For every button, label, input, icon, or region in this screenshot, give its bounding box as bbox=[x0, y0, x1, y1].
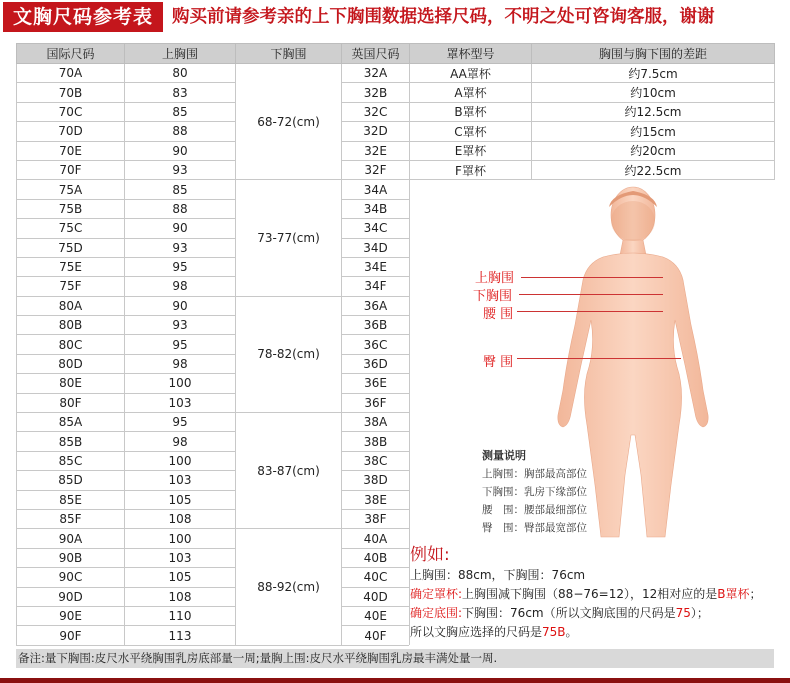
cell-upper-bust: 98 bbox=[125, 432, 236, 451]
table-header-row bbox=[17, 44, 775, 64]
cell-cup-diff: 约12.5cm bbox=[532, 102, 775, 121]
example-line-4-text: 所以文胸应选择的尺码是 bbox=[410, 625, 543, 639]
example-line-1: 上胸围：88cm，下胸围：76cm bbox=[410, 568, 586, 582]
cell-under-bust: 68-72(cm) bbox=[236, 64, 342, 180]
example-line-3 bbox=[410, 604, 762, 623]
cell-intl-size: 85A bbox=[17, 413, 125, 432]
cell-upper-bust: 80 bbox=[125, 64, 236, 83]
cell-intl-size: 85C bbox=[17, 451, 125, 470]
measure-notes bbox=[482, 447, 587, 537]
cell-uk-size: 40D bbox=[342, 587, 410, 606]
cell-intl-size: 75C bbox=[17, 219, 125, 238]
cell-uk-size: 38D bbox=[342, 471, 410, 490]
example-line-2 bbox=[410, 585, 762, 604]
cell-cup-type: C罩杯 bbox=[410, 122, 532, 141]
cell-intl-size: 75A bbox=[17, 180, 125, 199]
cell-uk-size: 36D bbox=[342, 354, 410, 373]
example-section bbox=[410, 544, 762, 642]
cell-intl-size: 75B bbox=[17, 199, 125, 218]
cell-upper-bust: 105 bbox=[125, 490, 236, 509]
cell-uk-size: 32B bbox=[342, 83, 410, 102]
cell-upper-bust: 93 bbox=[125, 160, 236, 179]
header-badge: 文胸尺码参考表 bbox=[3, 2, 163, 32]
cell-upper-bust: 108 bbox=[125, 509, 236, 528]
example-line-2-text: 上胸围减下胸围（88−76=12），12相对应的是 bbox=[462, 587, 718, 601]
body-silhouette bbox=[403, 185, 773, 545]
cell-intl-size: 70E bbox=[17, 141, 125, 160]
table-row bbox=[17, 160, 775, 179]
cell-intl-size: 80D bbox=[17, 354, 125, 373]
cell-upper-bust: 95 bbox=[125, 413, 236, 432]
cell-intl-size: 90D bbox=[17, 587, 125, 606]
label-under-bust: 下胸围 bbox=[473, 289, 513, 304]
cell-upper-bust: 93 bbox=[125, 316, 236, 335]
cell-intl-size: 85F bbox=[17, 509, 125, 528]
cell-upper-bust: 103 bbox=[125, 471, 236, 490]
cell-upper-bust: 85 bbox=[125, 102, 236, 121]
cell-uk-size: 38E bbox=[342, 490, 410, 509]
cell-upper-bust: 90 bbox=[125, 141, 236, 160]
cell-upper-bust: 108 bbox=[125, 587, 236, 606]
cell-intl-size: 80A bbox=[17, 296, 125, 315]
cell-cup-type: AA罩杯 bbox=[410, 64, 532, 83]
cell-cup-type: B罩杯 bbox=[410, 102, 532, 121]
label-hip: 臀 围 bbox=[483, 355, 514, 370]
cell-upper-bust: 100 bbox=[125, 374, 236, 393]
table-row bbox=[17, 122, 775, 141]
cell-upper-bust: 95 bbox=[125, 257, 236, 276]
cell-intl-size: 80F bbox=[17, 393, 125, 412]
cell-upper-bust: 100 bbox=[125, 451, 236, 470]
cell-uk-size: 36F bbox=[342, 393, 410, 412]
guide-waist bbox=[517, 311, 663, 312]
cell-cup-diff: 约20cm bbox=[532, 141, 775, 160]
cell-uk-size: 32D bbox=[342, 122, 410, 141]
cell-uk-size: 36B bbox=[342, 316, 410, 335]
cell-intl-size: 70D bbox=[17, 122, 125, 141]
cell-uk-size: 34D bbox=[342, 238, 410, 257]
table-row bbox=[17, 102, 775, 121]
cell-intl-size: 90A bbox=[17, 529, 125, 548]
cell-intl-size: 85E bbox=[17, 490, 125, 509]
col-header-diff: 胸围与胸下围的差距 bbox=[532, 44, 775, 64]
cell-intl-size: 85D bbox=[17, 471, 125, 490]
cell-uk-size: 32A bbox=[342, 64, 410, 83]
cell-uk-size: 38F bbox=[342, 509, 410, 528]
cell-upper-bust: 98 bbox=[125, 277, 236, 296]
col-header-uk: 英国尺码 bbox=[342, 44, 410, 64]
cell-intl-size: 85B bbox=[17, 432, 125, 451]
cell-uk-size: 36C bbox=[342, 335, 410, 354]
cell-upper-bust: 103 bbox=[125, 548, 236, 567]
example-line-2-end: ； bbox=[749, 587, 762, 601]
cell-under-bust: 83-87(cm) bbox=[236, 413, 342, 529]
example-line-3-text: 下胸围：76cm（所以文胸底围的尺码是 bbox=[462, 606, 676, 620]
cell-upper-bust: 83 bbox=[125, 83, 236, 102]
bottom-border bbox=[0, 678, 790, 683]
example-line-3-label: 确定底围: bbox=[410, 606, 463, 620]
cell-intl-size: 90E bbox=[17, 606, 125, 625]
guide-upper-bust bbox=[521, 277, 663, 278]
cell-uk-size: 38A bbox=[342, 413, 410, 432]
cell-intl-size: 80C bbox=[17, 335, 125, 354]
cell-uk-size: 40F bbox=[342, 626, 410, 645]
cell-intl-size: 90F bbox=[17, 626, 125, 645]
cell-uk-size: 34B bbox=[342, 199, 410, 218]
example-line-4 bbox=[410, 623, 762, 642]
cell-under-bust: 78-82(cm) bbox=[236, 296, 342, 412]
cell-intl-size: 90B bbox=[17, 548, 125, 567]
cell-upper-bust: 95 bbox=[125, 335, 236, 354]
footer-note: 备注:量下胸围:皮尺水平绕胸围乳房底部量一周;量胸上围:皮尺水平绕胸围乳房最丰满处量一周. bbox=[16, 649, 774, 668]
cell-upper-bust: 88 bbox=[125, 199, 236, 218]
cell-cup-type: A罩杯 bbox=[410, 83, 532, 102]
cell-uk-size: 40A bbox=[342, 529, 410, 548]
cell-uk-size: 40E bbox=[342, 606, 410, 625]
cell-cup-diff: 约15cm bbox=[532, 122, 775, 141]
cell-uk-size: 34C bbox=[342, 219, 410, 238]
col-header-under: 下胸围 bbox=[236, 44, 342, 64]
table-row bbox=[17, 141, 775, 160]
cell-uk-size: 40B bbox=[342, 548, 410, 567]
cell-upper-bust: 85 bbox=[125, 180, 236, 199]
cell-uk-size: 36A bbox=[342, 296, 410, 315]
cell-upper-bust: 88 bbox=[125, 122, 236, 141]
note-line: 腰 围：腰部最细部位 bbox=[482, 504, 587, 516]
cell-upper-bust: 90 bbox=[125, 296, 236, 315]
cell-intl-size: 70A bbox=[17, 64, 125, 83]
cell-intl-size: 70F bbox=[17, 160, 125, 179]
cell-upper-bust: 90 bbox=[125, 219, 236, 238]
body-figure bbox=[403, 185, 773, 545]
cell-upper-bust: 98 bbox=[125, 354, 236, 373]
cell-uk-size: 32C bbox=[342, 102, 410, 121]
cell-cup-diff: 约10cm bbox=[532, 83, 775, 102]
cell-uk-size: 36E bbox=[342, 374, 410, 393]
cell-upper-bust: 110 bbox=[125, 606, 236, 625]
notes-title: 测量说明 bbox=[482, 449, 526, 462]
cell-uk-size: 38B bbox=[342, 432, 410, 451]
cell-under-bust: 73-77(cm) bbox=[236, 180, 342, 296]
cell-intl-size: 75E bbox=[17, 257, 125, 276]
cell-under-bust: 88-92(cm) bbox=[236, 529, 342, 645]
example-title: 例如: bbox=[410, 545, 450, 565]
cell-upper-bust: 113 bbox=[125, 626, 236, 645]
cell-cup-diff: 约22.5cm bbox=[532, 160, 775, 179]
cell-intl-size: 70B bbox=[17, 83, 125, 102]
label-waist: 腰 围 bbox=[483, 307, 514, 322]
label-upper-bust: 上胸围 bbox=[475, 271, 515, 286]
cell-intl-size: 80E bbox=[17, 374, 125, 393]
cell-intl-size: 80B bbox=[17, 316, 125, 335]
table-row bbox=[17, 83, 775, 102]
example-line-2-label: 确定罩杯: bbox=[410, 587, 463, 601]
col-header-intl: 国际尺码 bbox=[17, 44, 125, 64]
example-line-4-highlight: 75B bbox=[542, 625, 566, 639]
guide-under-bust bbox=[519, 294, 663, 295]
cell-uk-size: 34F bbox=[342, 277, 410, 296]
header-subtitle: 购买前请参考亲的上下胸围数据选择尺码，不明之处可咨询客服，谢谢 bbox=[172, 7, 715, 27]
table-row bbox=[17, 64, 775, 83]
example-line-2-highlight: B罩杯 bbox=[717, 587, 750, 601]
cell-uk-size: 34A bbox=[342, 180, 410, 199]
header bbox=[0, 0, 790, 36]
cell-intl-size: 90C bbox=[17, 568, 125, 587]
cell-upper-bust: 93 bbox=[125, 238, 236, 257]
cell-intl-size: 75D bbox=[17, 238, 125, 257]
cell-upper-bust: 100 bbox=[125, 529, 236, 548]
cell-uk-size: 34E bbox=[342, 257, 410, 276]
cell-upper-bust: 103 bbox=[125, 393, 236, 412]
guide-hip bbox=[517, 358, 681, 359]
example-line-4-end: 。 bbox=[565, 625, 578, 639]
note-line: 上胸围：胸部最高部位 bbox=[482, 468, 587, 480]
cell-cup-type: E罩杯 bbox=[410, 141, 532, 160]
cell-cup-diff: 约7.5cm bbox=[532, 64, 775, 83]
example-line-3-end: ）； bbox=[690, 606, 709, 620]
cell-uk-size: 32E bbox=[342, 141, 410, 160]
note-line: 臀 围：臀部最宽部位 bbox=[482, 522, 587, 534]
cell-uk-size: 32F bbox=[342, 160, 410, 179]
cell-intl-size: 70C bbox=[17, 102, 125, 121]
cell-uk-size: 38C bbox=[342, 451, 410, 470]
note-line: 下胸围：乳房下缘部位 bbox=[482, 486, 587, 498]
col-header-upper: 上胸围 bbox=[125, 44, 236, 64]
cell-cup-type: F罩杯 bbox=[410, 160, 532, 179]
cell-upper-bust: 105 bbox=[125, 568, 236, 587]
cell-uk-size: 40C bbox=[342, 568, 410, 587]
example-line-3-highlight: 75 bbox=[675, 606, 691, 620]
col-header-cup: 罩杯型号 bbox=[410, 44, 532, 64]
cell-intl-size: 75F bbox=[17, 277, 125, 296]
